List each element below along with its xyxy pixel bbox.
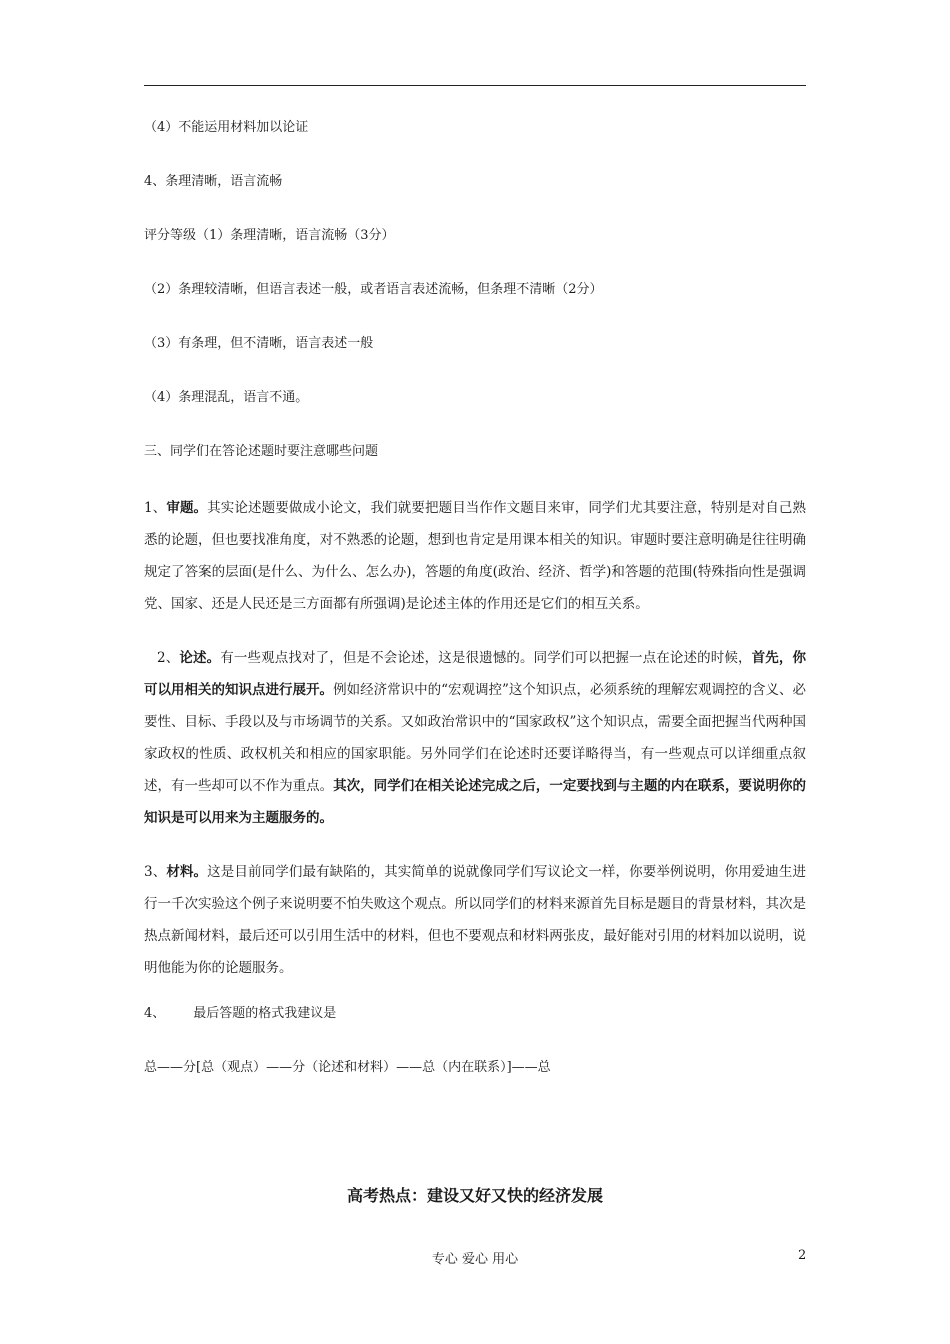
paragraph-text: 有一些观点找对了，但是不会论述，这是很遗憾的。同学们可以把握一点在论述的时候，	[220, 650, 752, 666]
paragraph-argumentation	[144, 642, 806, 834]
criteria-item-4: （4）不能运用材料加以论证	[144, 120, 309, 135]
section-heading-3: 三、同学们在答论述题时要注意哪些问题	[144, 444, 379, 459]
bold-emphasis: 首先，你可以用相关的知识点进行展开。	[144, 650, 807, 698]
answer-format-structure: 总——分[总（观点）——分（论述和材料）——总（内在联系）]——总	[144, 1060, 551, 1075]
paragraph-heading: 审题。	[166, 500, 208, 516]
grading-level-4: （4）条理混乱，语言不通。	[144, 390, 309, 405]
paragraph-text: 其实论述题要做成小论文，我们就要把题目当作作文题目来审，同学们尤其要注意，特别是对自己熟悉的论题，但也要找准角度，对不熟悉的论题，想到也肯定是用课本相关的知识。审题时要注意明确是往往明确规定了答案的层面(是什么、为什么、怎么办)，答题的角度(政治、经济、哲学)和答题的范围(特殊指向性是强调党、国家、还是人民还是三方面都有所强调)是论述主体的作用还是它们的相互关系。	[144, 500, 807, 612]
paragraph-heading: 论述。	[179, 650, 221, 666]
section-title: 高考热点：建设又好又快的经济发展	[346, 1186, 603, 1205]
bold-emphasis: 其次，同学们在相关论述完成之后，一定要找到与主题的内在联系，要说明你的知识是可以用来为主题服务的。	[144, 778, 807, 826]
paragraph-materials	[144, 856, 806, 984]
grading-level-3: （3）有条理，但不清晰，语言表述一般	[144, 336, 374, 351]
paragraph-number: 3、	[144, 864, 167, 880]
item-number: 4、	[144, 1006, 166, 1021]
paragraph-text: 例如经济常识中的“宏观调控”这个知识点，必须系统的理解宏观调控的含义、必要性、目标、手段以及与市场调节的关系。又如政治常识中的“国家政权”这个知识点，需要全面把握当代两种国家政权的性质、政权机关和相应的国家职能。另外同学们在论述时还要详略得当，有一些观点可以详细重点叙述，有一些却可以不作为重点。	[144, 682, 806, 794]
document-body	[144, 118, 806, 1078]
paragraph-text: 这是目前同学们最有缺陷的，其实简单的说就像同学们写议论文一样，你要举例说明，你用爱迪生进行一千次实验这个例子来说明要不怕失败这个观点。所以同学们的材料来源首先目标是题目的背景材料，其次是热点新闻材料，最后还可以引用生活中的材料，但也不要观点和材料两张皮，最好能对引用的材料加以说明，说明他能为你的论题服务。	[144, 864, 807, 976]
grading-level-2: （2）条理较清晰，但语言表述一般，或者语言表述流畅，但条理不清晰（2分）	[144, 282, 603, 297]
item-text: 最后答题的格式我建议是	[193, 1006, 337, 1021]
paragraph-review-question	[144, 492, 806, 620]
grading-level-1: 评分等级（1）条理清晰，语言流畅（3分）	[144, 228, 395, 243]
footer-text: 专心 爱心 用心	[431, 1252, 519, 1267]
criterion-heading-4: 4、条理清晰，语言流畅	[144, 174, 283, 189]
header-rule	[144, 85, 806, 86]
paragraph-number: 1、	[144, 500, 167, 516]
answer-format-item	[144, 1004, 806, 1024]
paragraph-heading: 材料。	[166, 864, 208, 880]
paragraph-number: 2、	[157, 650, 180, 666]
page-number: 2	[798, 1248, 807, 1263]
